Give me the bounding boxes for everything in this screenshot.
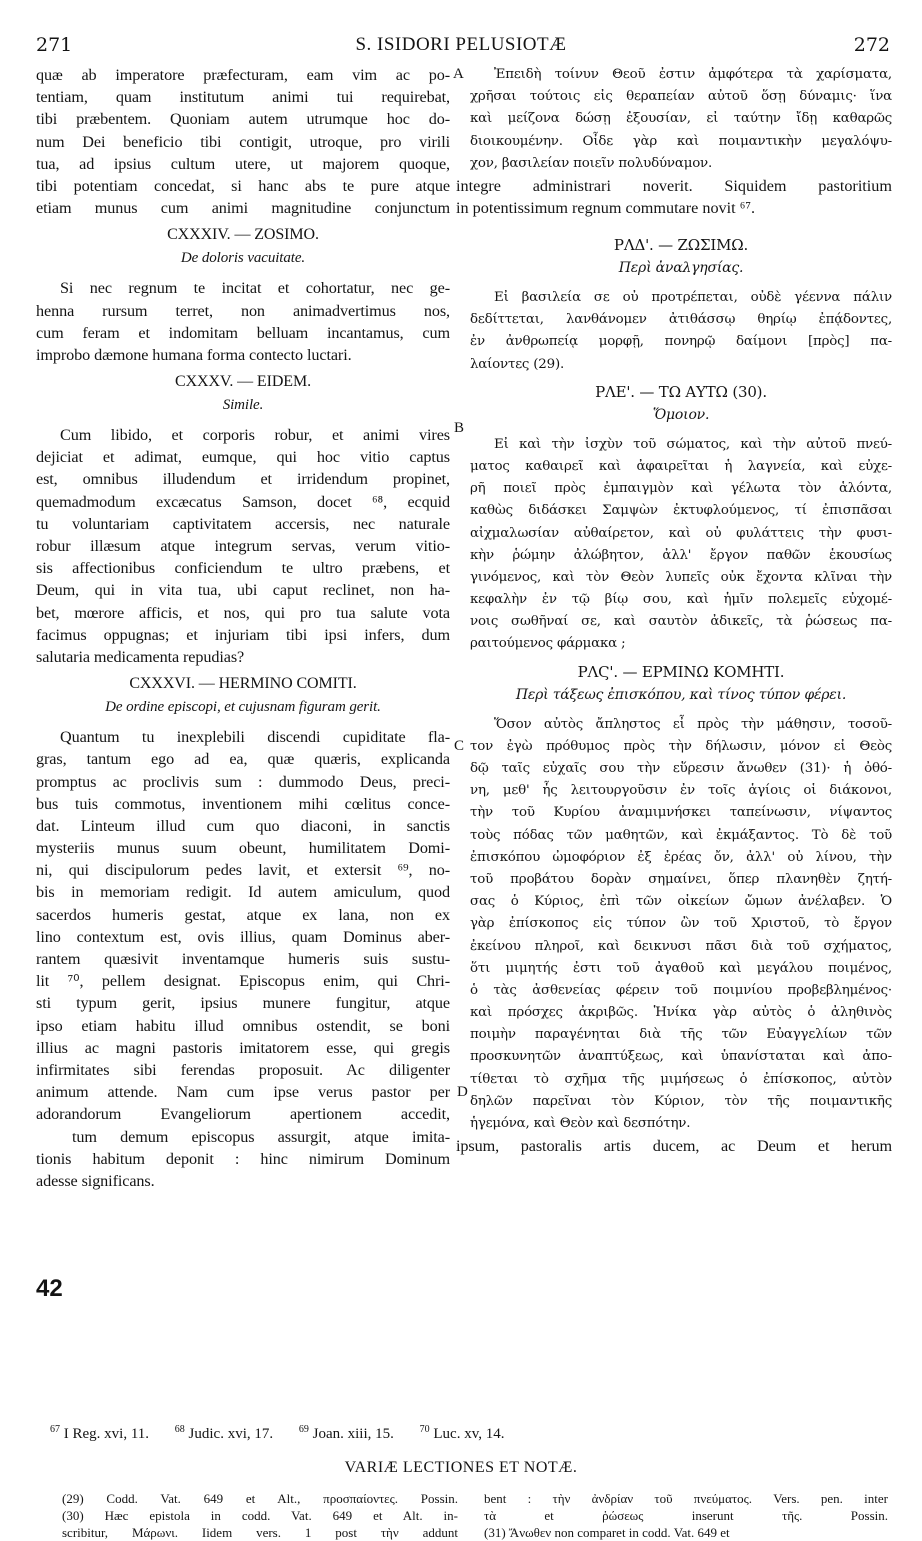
running-header — [0, 34, 922, 60]
text-line: sacerdos humeris gestat, atque ex lana, non ex — [36, 905, 450, 924]
text-line: animum attende. Nam cum ipse verus pastor per — [36, 1083, 450, 1102]
letter-136-subtitle-latin: De ordine episcopi, et cujusnam figuram gerit. — [105, 699, 381, 716]
text-line: adesse significans. — [36, 1171, 155, 1190]
text-line: ipsum, pastoralis artis ducem, ac Deum et herum — [456, 1137, 892, 1156]
scripture-ref: $^{69}$ Joan. xiii, 15. — [298, 1424, 394, 1442]
text-line: quemadmodum excæcatus Samson, docet ⁶⁸, ecquid — [36, 492, 450, 511]
notes-right-column — [484, 1490, 888, 1541]
scripture-ref: $^{67}$ I Reg. xvi, 11. — [50, 1424, 150, 1442]
margin-letter: D — [457, 1084, 468, 1100]
text-line: num Dei beneficio tibi contigit, utroque, pro virili — [36, 132, 450, 151]
text-line: tua, ad ipsius cultum utere, ut majorem quoque, — [36, 154, 450, 173]
letter-135-subtitle-latin: Simile. — [222, 397, 264, 414]
letter-136-heading-greek: ΡΛϚ'. — ΕΡΜΙΝΩ ΚΟΜΗΤΙ. — [577, 662, 785, 681]
text-line: dat. Linteum illud cum quo diaconi, in sanctis — [36, 816, 450, 835]
text-line: est, omnibus illudendum et irridendum propinet, — [36, 470, 450, 489]
text-line: dejiciat et adimat, eumque, qui hoc vitio captus — [36, 448, 450, 467]
letter-134-subtitle-greek: Περὶ ἀναλγησίας. — [618, 260, 744, 276]
text-line: sis affectionibus conficiendum te ultro præbens, et — [36, 559, 450, 578]
margin-letter: C — [454, 738, 465, 754]
text-line: mysteriis munus suum obeunt, humilitatem Domi- — [36, 839, 450, 858]
text-line: ἐκείνου πληροῖ, καὶ δεικνυσι πᾶσι διὰ τοῦ σχήματος, — [470, 938, 892, 954]
text-line: ipso etiam habitu illud omnibus ostendit, se boni — [36, 1016, 450, 1035]
note-line: (30) Hæc epistola in codd. Vat. 649 et Alt. in- — [62, 1508, 458, 1523]
text-line: αἰχμαλωσίαν αὐθαίρετον, καὶ οὐ φυλάττεις τὴν φυσι- — [470, 525, 892, 541]
text-line: Ὅσον αὐτὸς ἄπληστος εἶ πρὸς τὴν μάθησιν, τοσοῦ- — [494, 716, 892, 732]
text-line: ρῆ ποιεῖ πρὸς ἐμπαιγμὸν καὶ γέλωτα τὸν ἁλόντα, — [470, 481, 892, 497]
text-line: bis in memoriam redigit. Id autem amiculum, quod — [36, 883, 450, 902]
text-line: ὁ τὰς ἀσθενείας φέρειν τοῦ ποιμνίου προβεβλημένος· — [470, 982, 892, 998]
text-line: ἐν ἀνθρωπείᾳ μορφῇ, πονηρῷ δαίμονι [πρὸς] πα- — [470, 334, 892, 350]
text-line: καὶ μείζονα δώσῃ ἐξουσίαν, εἰ ταύτην ἴδῃ καθαρῶς — [470, 111, 892, 127]
letter-135-heading-greek: ΡΛΕ'. — ΤΩ ΑΥΤΩ (30). — [595, 382, 767, 401]
text-line: henna rursum terret, non animadvertimus nos, — [36, 301, 450, 320]
text-line: robur illæsum atque integrum servas, verum vitio- — [36, 537, 450, 555]
text-line: τὴν τοῦ Κυρίου ἀναμιμνήσκει ταπείνωσιν, νίψαντος — [470, 805, 892, 821]
text-line: gras, tantum ego ad ea, quæ quæris, explicanda — [36, 750, 450, 769]
scripture-ref: $^{70}$ Luc. xv, 14. — [419, 1424, 505, 1442]
text-line: τον ἐγὼ πρόθυμος πρὸς τὴν δήλωσιν, μόνον εἰ Θεὸς — [470, 738, 892, 754]
text-line: γὰρ ἐπίσκοπος εἰς τύπον ὢν τοῦ Χριστοῦ, τὸ ἔργον — [470, 916, 892, 932]
text-line: νοις σωθῆναί σε, καὶ σαυτὸν ἀδικεῖς, τὰ ῥώσεως πα- — [470, 614, 892, 630]
text-line: ὅτι μιμητής ἐστι τοῦ ἀγαθοῦ καὶ μεγάλου ποιμένος, — [470, 960, 892, 976]
text-line: tibi potentiam concedat, si hanc abs te pure atque — [36, 176, 450, 195]
text-line: Εἰ καὶ τὴν ἰσχὺν τοῦ σώματος, καὶ τὴν αὐτοῦ πνεύ- — [494, 436, 892, 452]
text-line: tum demum episcopus assurgit, atque imita- — [72, 1127, 450, 1146]
text-line: Quantum tu inexplebili discendi cupiditate fla- — [60, 728, 450, 747]
text-line: καθὼς διδάσκει Σαμψὼν ἐκτυφλούμενος, τί ἐπισπᾶσαι — [470, 503, 892, 519]
letter-135-heading-latin: CXXXV. — EIDEM. — [175, 373, 311, 391]
text-line: etiam munus cum animi magnitudine conjunctum — [36, 199, 450, 218]
spanning-line: in potentissimum regnum commutare novit ⁶⁷. — [456, 199, 756, 217]
text-line: cum feram et indomitam belluam incantamus, cum — [36, 323, 450, 342]
text-line: lino contextum est, ovis illius, quam Dominus aber- — [36, 927, 450, 946]
page-number-left: 271 — [36, 34, 73, 56]
note-line: τὰ et ῥώσεως inserunt τῆς. Possin. — [484, 1508, 888, 1523]
spanning-line: integre administrari noverit. Siquidem pastoritium — [456, 177, 892, 195]
text-line: Si nec regnum te incitat et cohortatur, nec ge- — [60, 279, 450, 298]
text-line: ni, qui discipulorum pedes lavit, et extersit ⁶⁹, no- — [36, 861, 450, 880]
text-line: ποιμὴν παραγένηται διὰ τῆς τῶν Εὐαγγελίων τῶν — [470, 1027, 892, 1043]
text-line: σας ὁ Κύριος, ἐπὶ τῶν οἰκείων ὤμων ἀνέλαβεν. Ὁ — [470, 894, 892, 910]
text-line: Ἐπειδὴ τοίνυν Θεοῦ ἐστιν ἀμφότερα τὰ χαρίσματα, — [494, 67, 892, 82]
text-line: adorandorum Evangeliorum apertionem accedit, — [36, 1105, 450, 1124]
text-line: τίθεται τὸ σχῆμα τῆς μιμήσεως ὁ ἐπίσκοπος, αὐτὸν — [470, 1071, 892, 1087]
text-line: infirmitates sibi ferendas proposuit. Ac diligenter — [36, 1060, 450, 1079]
text-line: rantem quæsivit inventamque humeris suis sustu- — [36, 950, 450, 968]
text-line: νη, μεθ' ἧς λειτουργοῦσιν ἐν τοῖς ἁγίοις οἱ διάκονοι, — [470, 783, 892, 799]
letter-134-heading-greek: ΡΛΔ'. — ΖΩΣΙΜΩ. — [613, 236, 749, 254]
text-line: κεφαλὴν ἐν τῷ βίῳ σου, καὶ ἡμῖν πολεμεῖς εὐχομέ- — [470, 592, 892, 608]
page-number-right: 272 — [853, 34, 890, 56]
note-line: (29) Codd. Vat. 649 et Alt., προσπαίοντες. Possin. — [62, 1491, 458, 1506]
note-line: bent : τὴν ἀνδρίαν τοῦ πνεύματος. Vers. pen. inter — [484, 1491, 888, 1506]
notes-title: VARIÆ LECTIONES ET NOTÆ. — [344, 1459, 578, 1476]
text-line: καὶ πρόσχες ἀκριβῶς. Ἡνίκα γὰρ αὐτὸς ὁ ἀληθινὸς — [470, 1005, 892, 1021]
text-line: Εἰ βασιλεία σε οὐ προτρέπεται, οὐδὲ γέεννα πάλιν — [494, 290, 892, 305]
text-line: διοικουμένην. Οἶδε γὰρ καὶ ποιμαντικὴν μεγαλόψυ- — [470, 133, 892, 149]
text-line: χρῆσαι τούτοις εἰς θεραπείαν αὐτοῦ ὅσῃ δύναμις· ἵνα — [470, 89, 892, 105]
text-line: γινόμενος, καὶ τὸν Θεὸν λυπεῖς οὐκ ἔχοντα κλῖναι τὴν — [470, 569, 892, 585]
text-line: τοῦ προβάτου δορὰν σημαίνει, ὅπερ πλανηθὲν ζητή- — [470, 871, 892, 887]
notes-left-column — [62, 1490, 458, 1541]
column-number-marker: 42 — [36, 1275, 63, 1302]
text-line: ραιτούμενος φάρμακα ; — [470, 636, 626, 652]
letter-134-heading-latin: CXXXIV. — ZOSIMO. — [167, 226, 319, 244]
letter-134-subtitle-latin: De doloris vacuitate. — [180, 250, 306, 267]
text-line: τοὺς πόδας τῶν μαθητῶν, καὶ ἐκμάξαντος. Τὸ δὲ τοῦ — [470, 827, 892, 843]
text-line: tu voluntariam captivitatem accersis, nec naturale — [36, 514, 450, 533]
text-line: ματος καθαιρεῖ καὶ ἀφαιρεῖται ἡ λαγνεία, καὶ εὐχε- — [470, 458, 892, 474]
greek-column-continued — [456, 233, 892, 1157]
text-line: Cum libido, et corporis robur, et animi vires — [60, 426, 450, 445]
text-line: tionis habitum deponit : hinc nimirum Dominum — [36, 1149, 450, 1168]
text-line: illius ac magni pastoris imitatorem esse, qui gregis — [36, 1038, 450, 1057]
text-line: χον, βασιλείαν ποιεῖν πολυδύναμον. — [470, 155, 713, 171]
running-title: S. ISIDORI PELUSIOTÆ — [355, 34, 567, 55]
text-line: ἐπισκόπου ὠμοφόριον ἐξ ἐρέας ὄν, ἀλλ' οὐ λίνου, τὴν — [470, 849, 892, 865]
note-line: (31) Ἄνωθεν non comparet in codd. Vat. 649 et — [484, 1525, 730, 1540]
margin-letter: A — [453, 66, 464, 82]
letter-136-subtitle-greek: Περὶ τάξεως ἐπισκόπου, καὶ τίνος τύπον φέρει. — [515, 686, 847, 703]
text-line: λαίοντες (29). — [470, 356, 565, 372]
text-line: sti typum gerit, ipsius munere fungitur, atque — [36, 994, 450, 1013]
text-line: δηλῶν παρεῖναι τὸν Κύριον, τὸν τῆς ποιμαντικῆς — [470, 1093, 892, 1109]
margin-letter: B — [454, 420, 465, 436]
scripture-ref: $^{68}$ Judic. xvi, 17. — [174, 1424, 274, 1442]
text-line: lit ⁷⁰, pellem designat. Episcopus enim, qui Chri- — [36, 972, 450, 991]
text-line: promptus ac proclivis sum : dummodo Deus, preci- — [36, 772, 450, 791]
letter-136-heading-latin: CXXXVI. — HERMINO COMITI. — [129, 675, 357, 693]
text-line: δῷ ταῖς εὐχαῖς σου τὴν εὕρεσιν ἄνωθεν (31)· ἡ ὀθό- — [470, 761, 892, 776]
text-line: ἡγεμόνα, καὶ Θεὸν καὶ δεσπότην. — [470, 1116, 691, 1131]
text-line: facimus oppugnas; et injuriam tibi ipsi infers, dum — [36, 625, 450, 644]
text-line: improbo dæmone humana forma contecto luctari. — [36, 345, 352, 364]
text-line: quæ ab imperatore præfecturam, eam vim ac po- — [36, 66, 450, 84]
scripture-references — [50, 1424, 890, 1443]
text-line: tibi præbentem. Quoniam autem utrumque hoc do- — [36, 110, 450, 129]
latin-column — [36, 64, 450, 1192]
text-line: bet, mœrore afficis, et nos, qui pro tua salute vota — [36, 603, 450, 622]
note-line: scribitur, Μάρωνι. Iidem vers. 1 post τὴν addunt — [62, 1525, 458, 1540]
text-line: tentiam, quam institutum animi tui requirebat, — [36, 88, 450, 107]
text-line: Deum, qui in vita tua, ubi caput reclinet, non ha- — [36, 581, 450, 600]
text-line: κὴν ῥώμην ἀλώβητον, ἀλλ' ἔργον παθῶν ἑκουσίως — [470, 547, 892, 563]
text-line: δεδίττεται, λανθάνομεν ἀτιθάσσῳ θηρίῳ ἐπᾴδοντες, — [470, 312, 892, 328]
text-line: bus tuis commotus, inventionem mihi cœlitus conce- — [36, 794, 450, 813]
text-line: salutaria medicamenta repudias? — [36, 647, 245, 666]
text-line: προσκυνητῶν ἀναπτύξεως, καὶ ὑπανίσταται καὶ ἀπο- — [470, 1049, 892, 1065]
letter-135-subtitle-greek: Ὅμοιον. — [652, 406, 710, 423]
greek-column — [470, 64, 892, 175]
